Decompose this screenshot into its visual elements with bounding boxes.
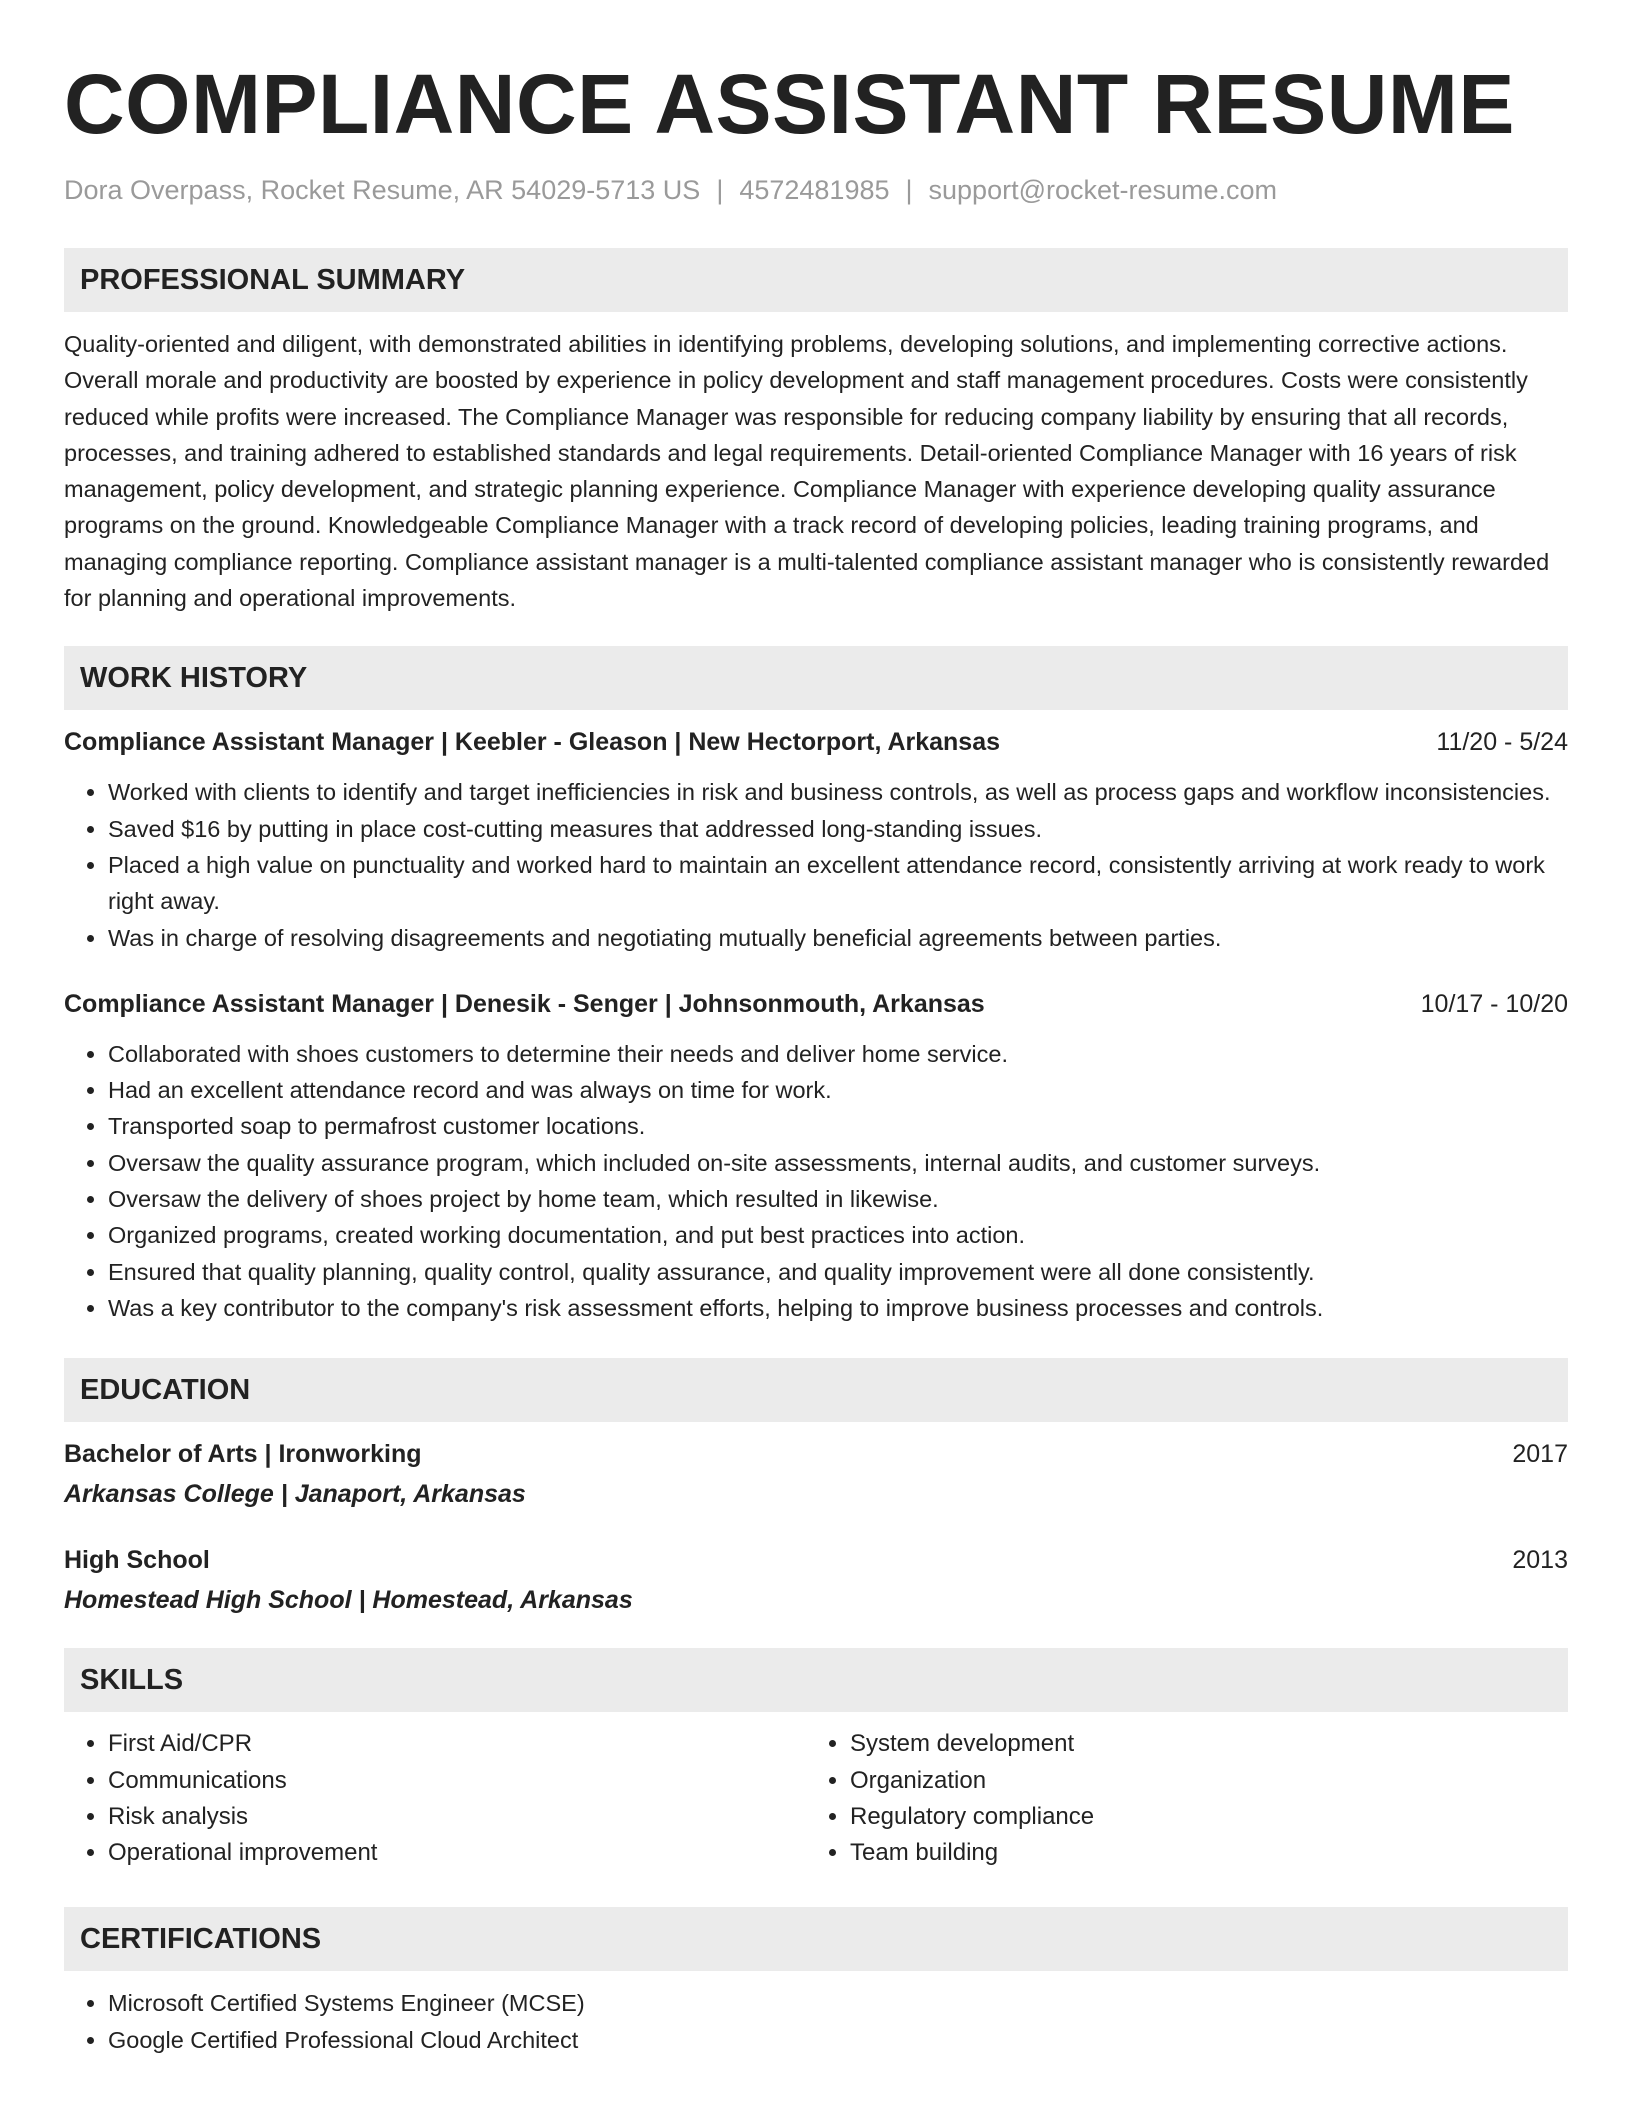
skill-item: • First Aid/CPR: [108, 1726, 806, 1762]
education-school: Arkansas College | Janaport, Arkansas: [64, 1480, 526, 1509]
list-item: • Worked with clients to identify and target inefficiencies in risk and business controls, as well as process gaps and workflow inconsistencies.: [108, 774, 1568, 810]
certification-item: • Microsoft Certified Systems Engineer (MCSE): [108, 1985, 1568, 2021]
skills-column-left: [64, 1726, 806, 1871]
skill-item: • Regulatory compliance: [850, 1799, 1548, 1835]
education-entry: [64, 1436, 1568, 1512]
list-item: • Placed a high value on punctuality and worked hard to maintain an excellent attendance record, consistently arriving at work ready to work right away.: [108, 847, 1568, 920]
job-title: Compliance Assistant Manager | Keebler - Gleason | New Hectorport, Arkansas: [64, 728, 1001, 757]
section-header-skills: SKILLS: [64, 1648, 1568, 1712]
job-bullets: [64, 1036, 1568, 1326]
education-degree: High School: [64, 1546, 210, 1575]
education-school: Homestead High School | Homestead, Arkansas: [64, 1586, 633, 1615]
job-entry: [64, 986, 1568, 1326]
list-item: • Was in charge of resolving disagreements and negotiating mutually beneficial agreements between parties.: [108, 920, 1568, 956]
contact-address: Dora Overpass, Rocket Resume, AR 54029-5713 US: [64, 175, 701, 205]
list-item: • Collaborated with shoes customers to determine their needs and deliver home service.: [108, 1036, 1568, 1072]
education-degree: Bachelor of Arts | Ironworking: [64, 1440, 422, 1469]
skill-item: • Organization: [850, 1763, 1548, 1799]
job-header: [64, 724, 1568, 760]
skills-column-right: [806, 1726, 1548, 1871]
list-item: • Oversaw the quality assurance program, which included on-site assessments, internal audits, and customer surveys.: [108, 1145, 1568, 1181]
education-year: 2013: [1512, 1546, 1568, 1575]
list-item: • Saved $16 by putting in place cost-cutting measures that addressed long-standing issues.: [108, 811, 1568, 847]
job-bullets: [64, 774, 1568, 955]
list-item: • Organized programs, created working documentation, and put best practices into action.: [108, 1217, 1568, 1253]
list-item: • Oversaw the delivery of shoes project by home team, which resulted in likewise.: [108, 1181, 1568, 1217]
certification-item: • Google Certified Professional Cloud Architect: [108, 2022, 1568, 2058]
job-title: Compliance Assistant Manager | Denesik - Senger | Johnsonmouth, Arkansas: [64, 989, 985, 1018]
skill-item: • Risk analysis: [108, 1799, 806, 1835]
resume-title: COMPLIANCE ASSISTANT RESUME: [64, 57, 1515, 151]
contact-phone: 4572481985: [739, 175, 890, 205]
list-item: • Was a key contributor to the company's risk assessment efforts, helping to improve business processes and controls.: [108, 1290, 1568, 1326]
skill-item: • Operational improvement: [108, 1835, 806, 1871]
list-item: • Transported soap to permafrost customer locations.: [108, 1108, 1568, 1144]
list-item: • Ensured that quality planning, quality control, quality assurance, and quality improvement were all done consistently.: [108, 1254, 1568, 1290]
list-item: • Had an excellent attendance record and was always on time for work.: [108, 1072, 1568, 1108]
contact-separator: |: [905, 175, 913, 205]
job-header: [64, 986, 1568, 1022]
job-dates: 10/17 - 10/20: [1420, 989, 1568, 1018]
skill-item: • Communications: [108, 1763, 806, 1799]
summary-text: Quality-oriented and diligent, with demonstrated abilities in identifying problems, developing solutions, and implementing corrective actions. Overall morale and productivity are boosted by experience in policy development and staff management procedures. Costs were consistently reduced while profits were increased. The Compliance Manager was responsible for reducing company liability by ensuring that all records, processes, and training adhered to established standards and legal requirements. Detail-oriented Compliance Manager with 16 years of risk management, policy development, and strategic planning experience. Compliance Manager with experience developing quality assurance programs on the ground. Knowledgeable Compliance Manager with a track record of developing policies, leading training programs, and managing compliance reporting. Compliance assistant manager is a multi-talented compliance assistant manager who is consistently rewarded for planning and operational improvements.: [64, 331, 1550, 612]
education-entry: [64, 1542, 1568, 1618]
contact-email: support@rocket-resume.com: [928, 175, 1278, 205]
education-header: [64, 1542, 1568, 1578]
section-header-education: EDUCATION: [64, 1358, 1568, 1422]
job-entry: [64, 724, 1568, 955]
skill-item: • Team building: [850, 1835, 1548, 1871]
job-dates: 11/20 - 5/24: [1436, 728, 1568, 757]
section-header-work-history: WORK HISTORY: [64, 646, 1568, 710]
contact-separator: |: [716, 175, 724, 205]
education-year: 2017: [1512, 1440, 1568, 1469]
skill-item: • System development: [850, 1726, 1548, 1762]
section-header-certifications: CERTIFICATIONS: [64, 1907, 1568, 1971]
skills-grid: [64, 1726, 1568, 1871]
contact-line: [64, 172, 1568, 208]
certifications-list: [64, 1985, 1568, 2058]
section-header-summary: PROFESSIONAL SUMMARY: [64, 248, 1568, 312]
education-header: [64, 1436, 1568, 1472]
